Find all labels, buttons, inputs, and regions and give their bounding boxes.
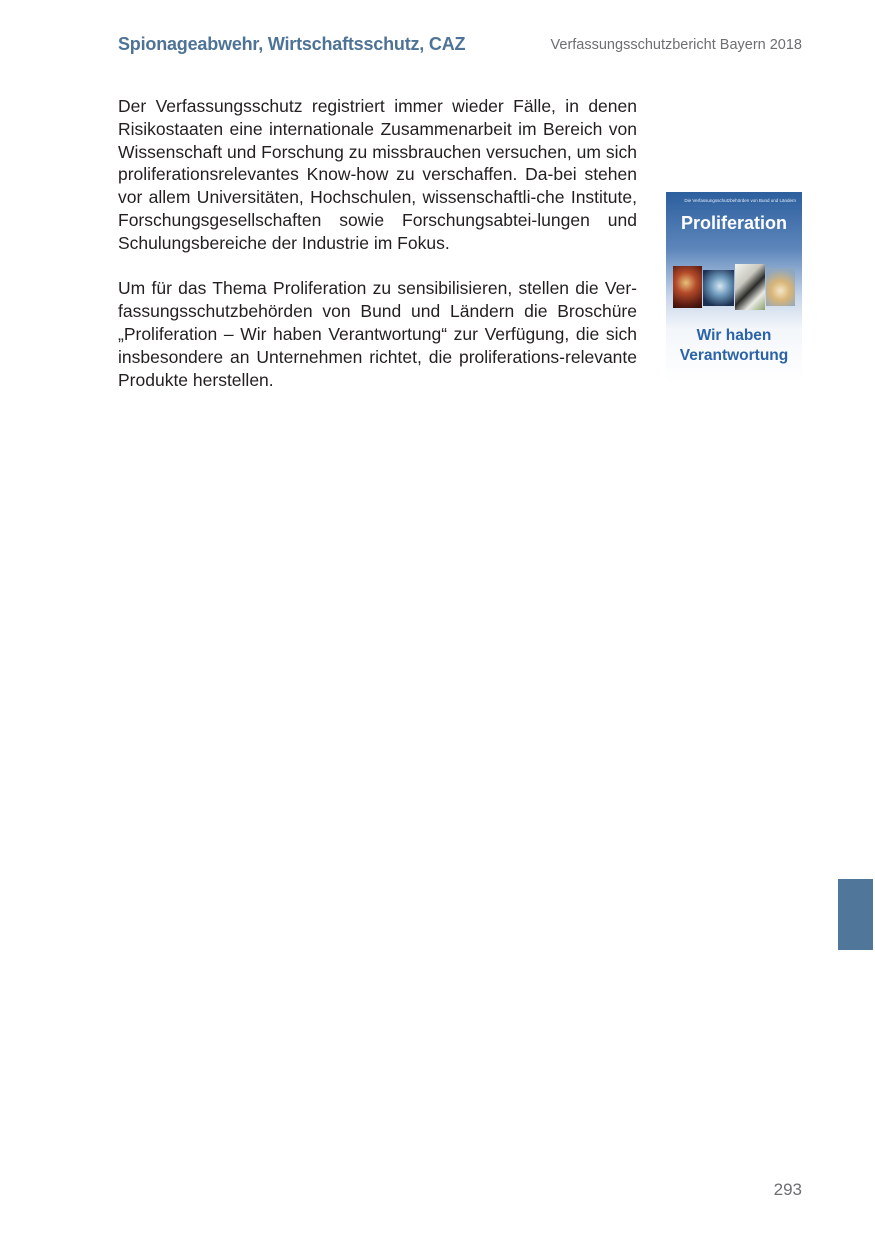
brochure-photo-strip (673, 264, 795, 310)
brochure-subtitle-line: Verantwortung (679, 346, 789, 364)
body-text (118, 95, 637, 414)
paragraph: Um für das Thema Proliferation zu sensibilisieren, stellen die Ver-fassungsschutzbehörden von Bund und Ländern die Broschüre „Proliferation – Wir haben Verantwortung“ zur Verfügung, die sich insbesondere an Unternehmen richtet, die proliferations-relevante Produkte herstellen. (118, 278, 637, 390)
brochure-photo (673, 266, 702, 308)
brochure-photo (735, 264, 765, 310)
brochure-cover-image (666, 192, 802, 382)
brochure-subtitle-line: Wir haben (696, 327, 772, 344)
report-title: Verfassungsschutzbericht Bayern 2018 (550, 37, 802, 53)
section-title: Spionageabwehr, Wirtschaftsschutz, CAZ (118, 34, 466, 54)
brochure-photo (703, 270, 734, 306)
chapter-tab-marker (838, 879, 873, 950)
paragraph: Der Verfassungsschutz registriert immer wieder Fälle, in denen Risikostaaten eine internationale Zusammenarbeit im Bereich von Wissenschaft und Forschung zu missbrauchen versuchen, um sich proliferationsrelevantes Know-how zu verschaffen. Da-bei stehen vor allem Universitäten, Hochschulen, wissenschaftli-che Institute, Forschungsgesellschaften sowie Forschungsabtei-lungen und Schulungsbereiche der Industrie im Fokus. (118, 96, 637, 253)
brochure-publisher-line: Die Verfassungsschutzbehörden von Bund und Ländern (684, 198, 796, 203)
brochure-title: Proliferation (680, 213, 787, 233)
brochure-subtitle (666, 326, 802, 365)
brochure-photo (766, 268, 795, 306)
page-number: 293 (773, 1180, 802, 1199)
